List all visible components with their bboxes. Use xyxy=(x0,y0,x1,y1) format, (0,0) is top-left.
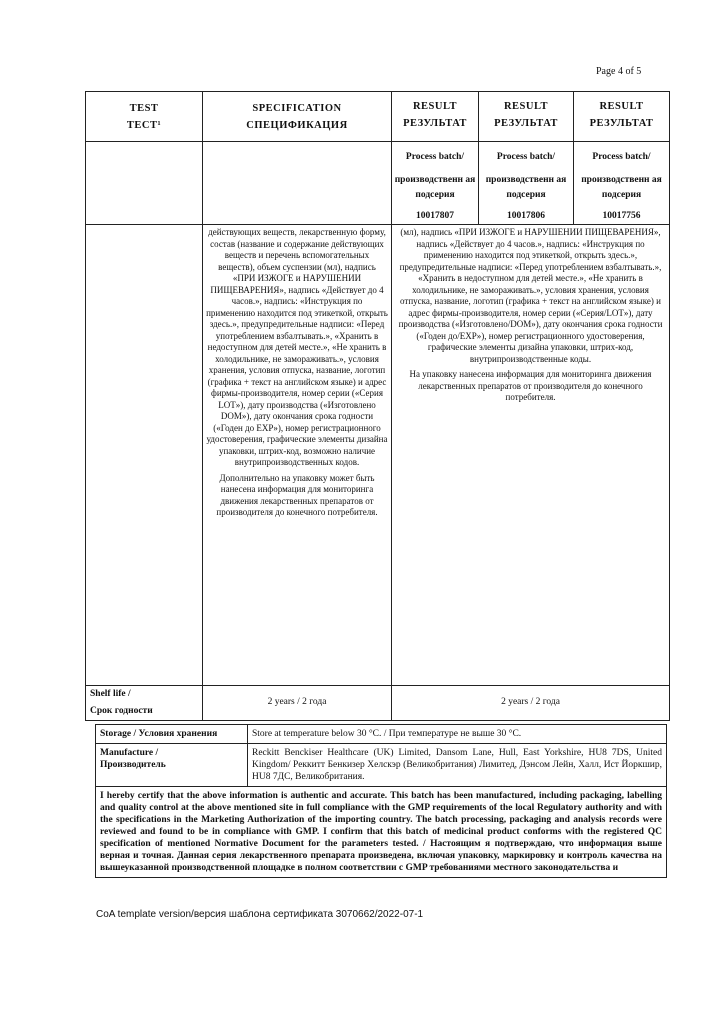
storage-value: Store at temperature below 30 °C. / При температуре не выше 30 °C. xyxy=(248,725,667,744)
test-cell-blank xyxy=(86,225,203,686)
header-result-2: RESULT РЕЗУЛЬТАТ xyxy=(479,92,574,142)
shelf-life-spec: 2 years / 2 года xyxy=(203,686,392,721)
spec-cell xyxy=(203,225,392,686)
storage-table xyxy=(95,724,667,878)
manufacturer-label: Manufacture / Производитель xyxy=(96,744,248,787)
blank-cell xyxy=(86,142,203,225)
manufacturer-value: Reckitt Benckiser Healthcare (UK) Limited, Dansom Lane, Hull, East Yorkshire, HU8 7DS, United Kingdom/ Реккитт Бенкизер Хелскэр (Великобритания) Лимитед, Дэнсом Лейн, Халл, Ист Йоркшир, HU8 7ДС, Великобритания. xyxy=(248,744,667,787)
page-number: Page 4 of 5 xyxy=(596,66,642,77)
spec-paragraph: Дополнительно на упаковку может быть нанесена информация для мониторинга движения лекарственных препаратов от производителя до конечного потребителя. xyxy=(216,472,378,517)
results-table xyxy=(85,91,670,721)
shelf-life-result: 2 years / 2 года xyxy=(392,686,670,721)
storage-label: Storage / Условия хранения xyxy=(96,725,248,744)
shelf-life-label: Shelf life / Срок годности xyxy=(86,686,203,721)
header-specification: SPECIFICATION СПЕЦИФИКАЦИЯ xyxy=(203,92,392,142)
result-cell xyxy=(392,225,670,686)
blank-cell xyxy=(203,142,392,225)
header-result-1: RESULT РЕЗУЛЬТАТ xyxy=(392,92,479,142)
batch-cell-3: Process batch/ производственн ая подсерия 10017756 xyxy=(574,142,670,225)
header-result-3: RESULT РЕЗУЛЬТАТ xyxy=(574,92,670,142)
template-version: CoA template version/версия шаблона сертификата 3070662/2022-07-1 xyxy=(96,909,424,920)
batch-cell-2: Process batch/ производственн ая подсерия 10017806 xyxy=(479,142,574,225)
batch-cell-1: Process batch/ производственн ая подсерия 10017807 xyxy=(392,142,479,225)
certification-text: I hereby certify that the above information is authentic and accurate. This batch has been manufactured, including packaging, labelling and quality control at the above mentioned site in full compliance with the GMP requirements of the local Regulatory authority and with the specifications in the Marketing Authorization of the importing country. The batch processing, packaging and analysis records were reviewed and found to be in compliance with GMP. I confirm that this batch of medicinal product conforms with the registered QC specification of mentioned Normative Document for the parameters tested. / Настоящим я подтверждаю, что информация выше верная и точная. Данная серия лекарственного препарата произведена, включая упаковку, маркировку и контроль качества на вышеуказанной производственной площадке в полном соответствии с GMP требованиями местного законодательства и xyxy=(96,787,667,878)
spec-paragraph: действующих веществ, лекарственную форму, состав (название и содержание действующих веществ и перечень вспомогательных веществ), объем суспензии (мл), надпись «ПРИ ИЗЖОГЕ и НАРУШЕНИИ ПИЩЕВАРЕНИЯ», надпись «Действует до 4 часов.», надпись: «Инструкция по применению находится под этикеткой, открыть здесь.», предупредительные надписи: «Перед употреблением взбалтывать.», «Хранить в недоступном для детей месте.», «Не хранить в холодильнике, не замораживать.», условия хранения, условия отпуска, название, логотип (графика + текст на английском языке) и адрес фирмы-производителя, номер серии («Серия LOT»), дату производства («Изготовлено DOM»), дату окончания срока годности («Годен до EXP»), номер регистрационного удостоверения, графические элементы дизайна упаковки, штрих-код, возможно наличие внутрипроизводственных кодов. xyxy=(206,227,388,467)
result-paragraph: На упаковку нанесена информация для мониторинга движения лекарственных препаратов от производителя до конечного потребителя. xyxy=(409,369,652,402)
header-test: TEST ТЕСТ¹ xyxy=(86,92,203,142)
result-paragraph: (мл), надпись «ПРИ ИЗЖОГЕ и НАРУШЕНИИ ПИЩЕВАРЕНИЯ», надпись «Действует до 4 часов.», надпись: «Инструкция по применению находится под этикеткой, открыть здесь.», предупредительные надписи: «Перед употреблением взбалтывать.», «Хранить в недоступном для детей месте.», «Не хранить в холодильнике, не замораживать.», условия хранения, условия отпуска, название, логотип (графика + текст на английском языке) и адрес фирмы-производителя, номер серии («Серия/LOT»), дату производства («Изготовлено/DOM»), дату окончания срока годности («Годен до/EXP»), номер регистрационного удостоверения, графические элементы дизайна упаковки, штрих-код, внутрипроизводственные коды. xyxy=(398,227,663,364)
